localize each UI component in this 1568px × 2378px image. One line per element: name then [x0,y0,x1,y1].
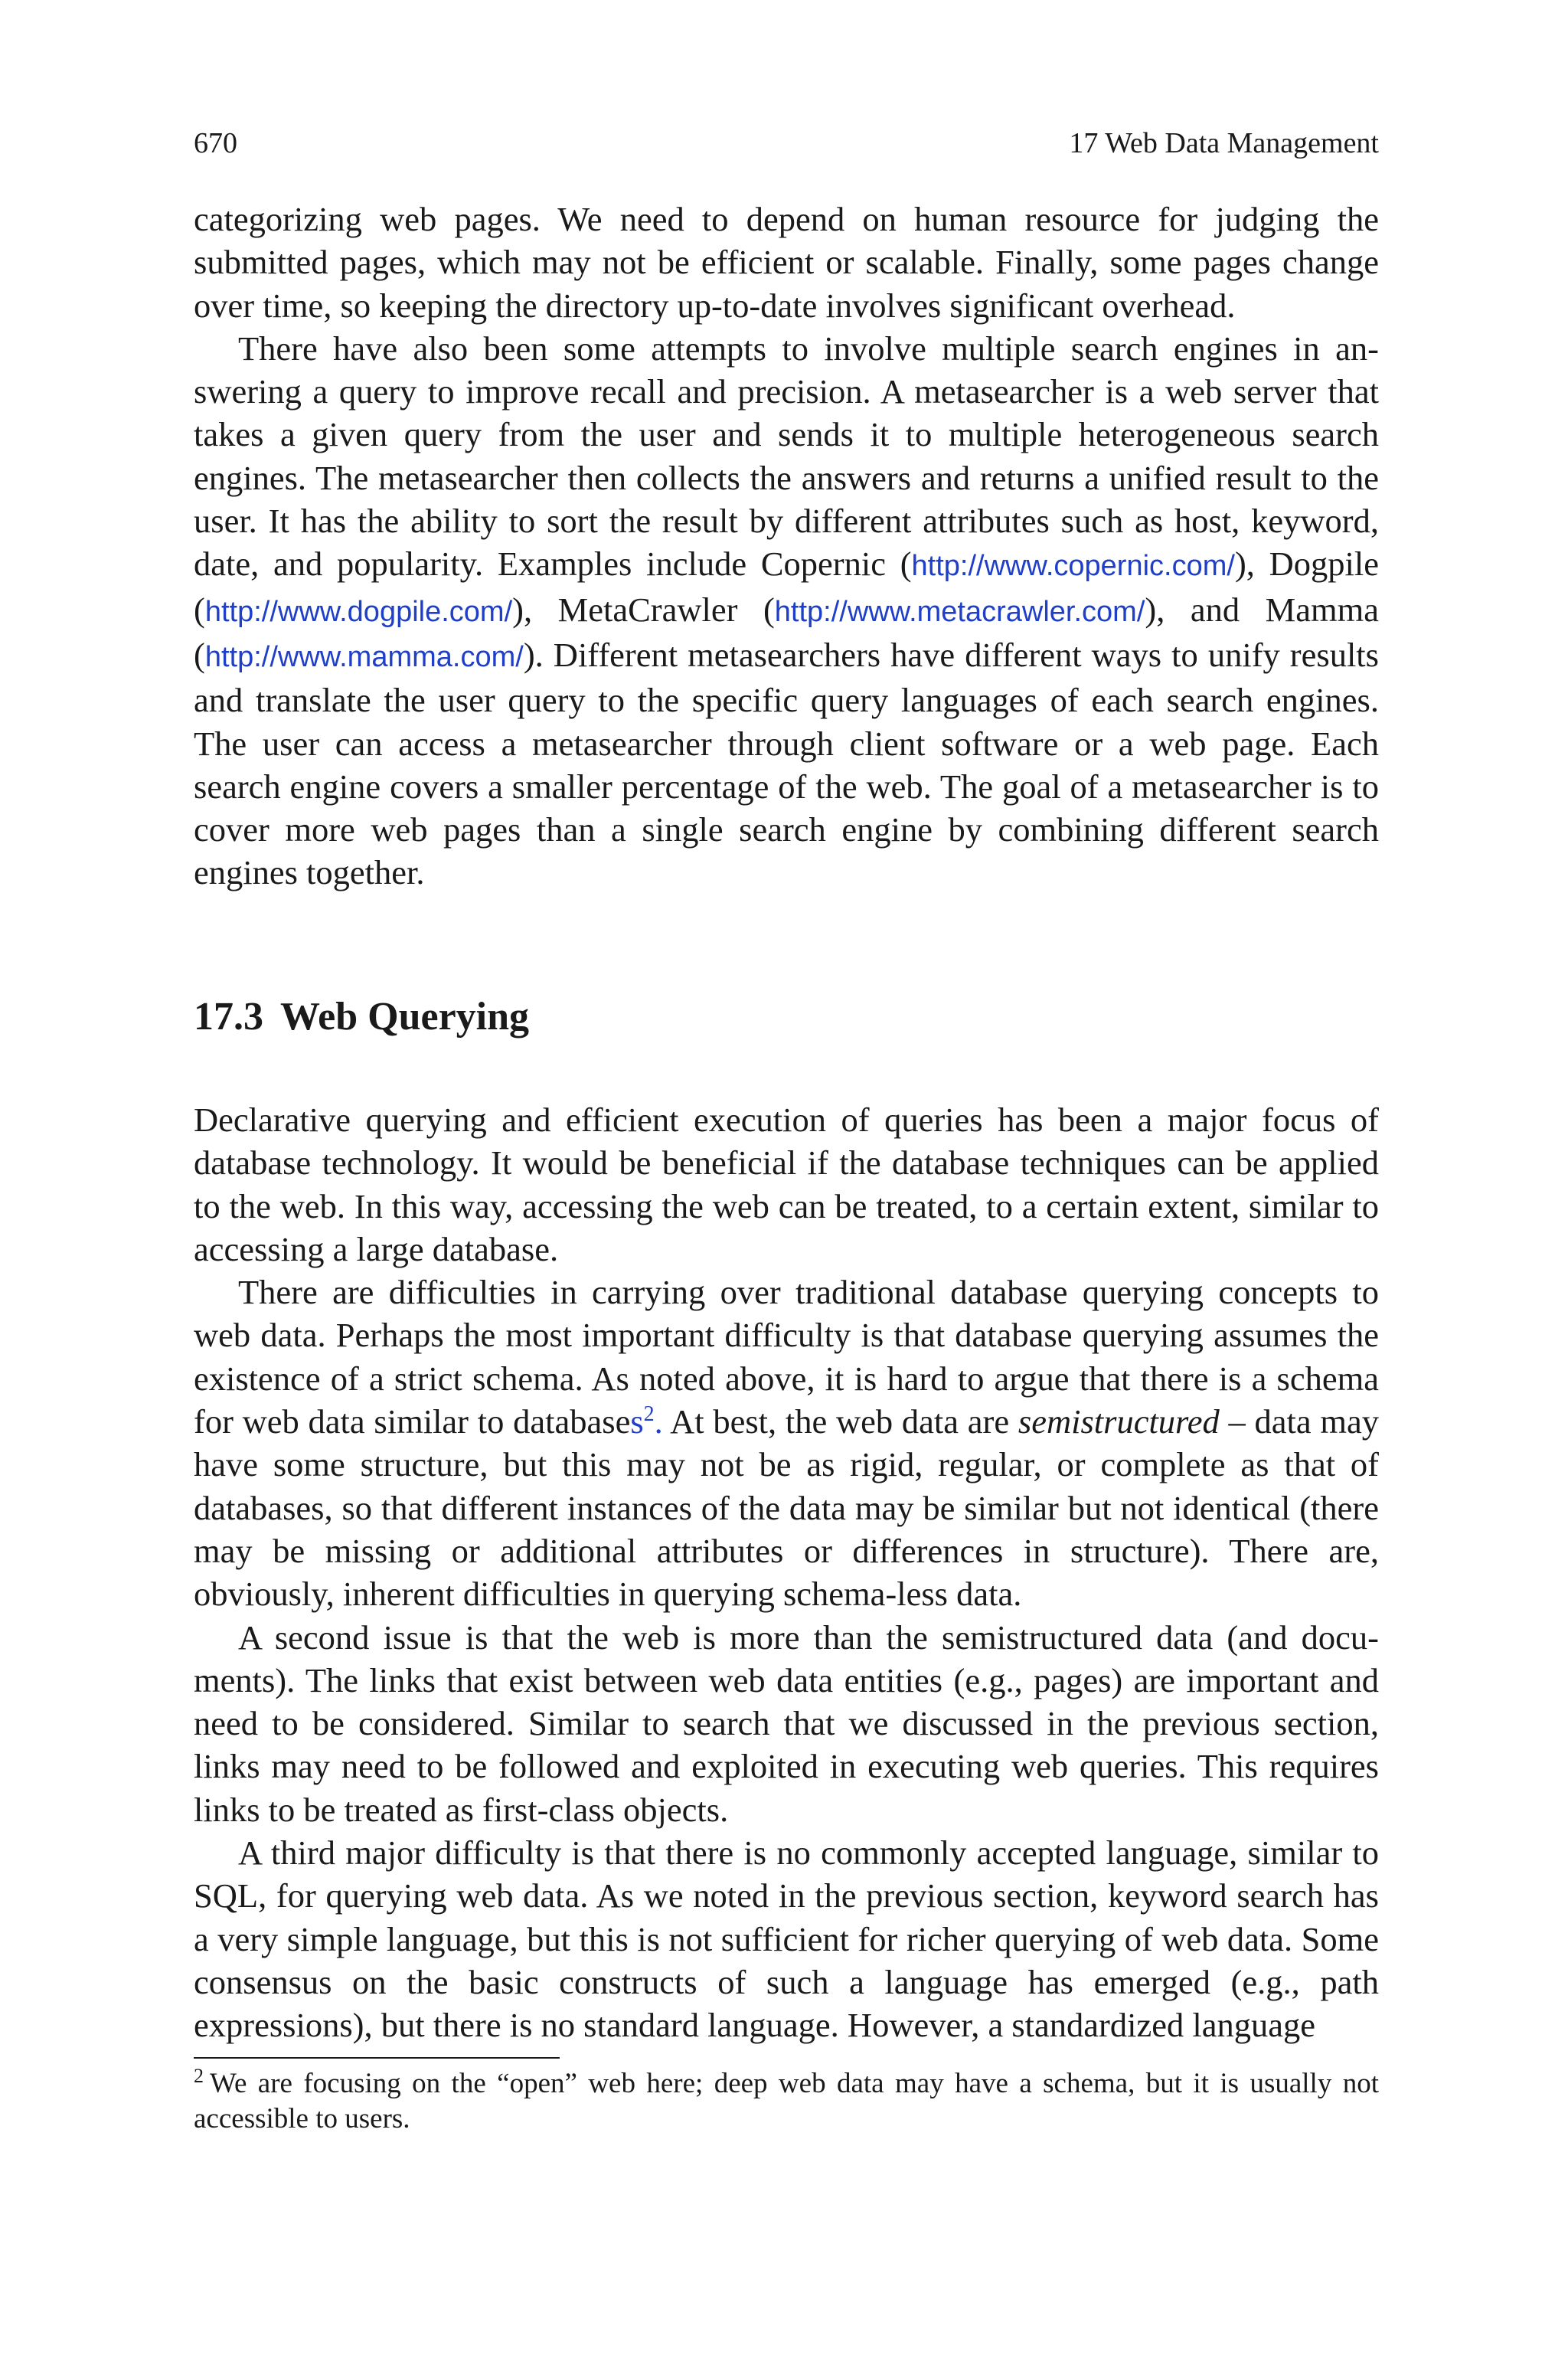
paragraph-metasearcher [194,327,1379,895]
paragraph-text: There are difficulties in carrying over traditional database querying concepts to web data. Perhaps the most important difficulty is that database querying assumes the existence of a strict schema. As noted above, it is hard to argue that there is a schema for web data similar to database [194,1273,1379,1441]
paragraph-text: ), MetaCrawler ( [512,590,775,629]
footnote-link-text[interactable]: s [630,1402,644,1441]
body-text-section [194,1098,1379,2047]
page-number: 670 [194,127,237,159]
link-metacrawler[interactable]: http://www.metacrawler.com/ [774,595,1145,628]
paragraph-query-language: A third major difficulty is that there is no commonly accepted language, similar to SQL, for querying web data. As we noted in the previous section, keyword search has a very simple language, but this is not sufficient for richer querying of web data. Some consensus on the basic constructs of such a language has emerged (e.g., path expressions), but there is no standard language. However, a standardized language [194,1833,1379,2045]
paragraph-text: ). Different metasearchers have different ways to unify results and translate the user query to the specific query languages of each search engines. The user can access a metasearcher through client software or a web page. Each search engine covers a smaller percentage of the web. The goal of a metasearcher is to cover more web pages than a single search engine by combining different search engines together. [194,635,1379,892]
footnote-divider [194,2057,560,2059]
paragraph-directory-overhead: categorizing web pages. We need to depend on human resource for judging the submitted pages, which may not be efficient or scalable. Finally, some pages change over time, so keeping the directory up-to-date involves significant overhead. [194,200,1379,325]
footnote-reference[interactable]: 2 [643,1402,655,1427]
section-number: 17.3 [194,995,263,1039]
paragraph-text: ), Dogpile ( [194,545,1379,629]
paragraph-text: – data may have some structure, but this may not be as rigid, regular, or complete as that of databases, so that different instances of the data may be similar but not identical (there may be missing or additional attributes or differences in structure). There are, obviously, inherent difficulties in querying schema-less data. [194,1402,1379,1614]
body-text-top [194,198,1379,895]
section-title: Web Querying [280,995,530,1039]
link-mamma[interactable]: http://www.mamma.com/ [204,640,524,673]
paragraph-text: There have also been some attempts to involve multiple search engines in answering a query to improve recall and precision. A metasearcher is a web server that takes a given query from the user and sends it to multiple heterogeneous search engines. The metasearcher then collects the answers and returns a unified result to the user. It has the ability to sort the result by different attributes such as host, keyword, date, and popularity. Examples include Copernic ( [194,329,1379,584]
footnote [194,2066,1379,2137]
paragraph-declarative-querying: Declarative querying and efficient execution of queries has been a major focus of database technology. It would be beneficial if the database techniques can be applied to the web. In this way, accessing the web can be treated, to a certain extent, similar to accessing a large database. [194,1101,1379,1268]
paragraph-text: At best, the web data are [662,1402,1018,1441]
page-header [194,124,1379,162]
paragraph-links-issue: A second issue is that the web is more than the semistructured data (and documents). The links that exist between web data entities (e.g., pages) are important and need to be considered. Similar to search that we discussed in the previous section, links may need to be followed and exploited in executing web queries. This requires links to be treated as first-class objects. [194,1617,1379,1829]
paragraph-difficulties [194,1271,1379,1615]
footnote-mark: 2 [194,2064,204,2087]
link-copernic[interactable]: http://www.copernic.com/ [911,550,1235,583]
running-head: 17 Web Data Management [1069,127,1379,159]
section-heading [194,994,529,1040]
footnote-text: We are focusing on the “open” web here; deep web data may have a schema, but it is usually not accessible to users. [194,2068,1379,2134]
paragraph-text: ), and Mamma ( [194,590,1379,674]
link-dogpile[interactable]: http://www.dogpile.com/ [204,595,513,628]
footnote-link-dot[interactable]: . [654,1402,663,1441]
emphasis-semistructured: semistructured [1018,1402,1220,1441]
